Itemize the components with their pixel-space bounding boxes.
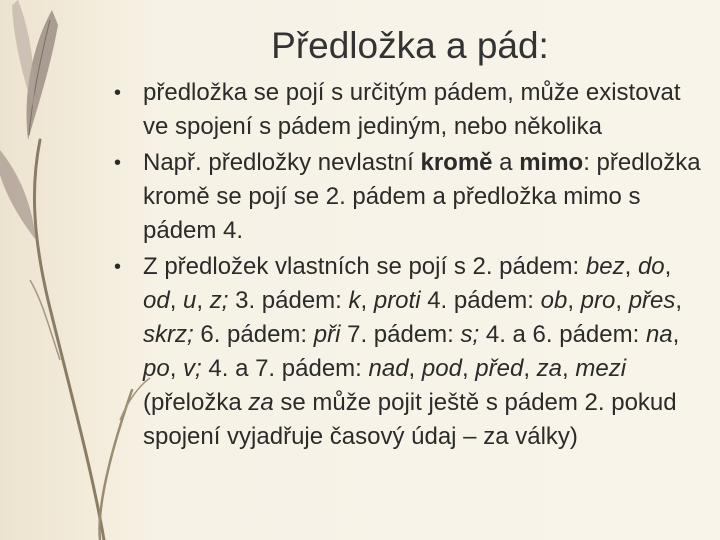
text-segment: , — [624, 253, 638, 280]
text-segment: od — [143, 287, 170, 314]
text-segment: skrz; — [143, 321, 194, 348]
text-segment: , — [196, 287, 210, 314]
text-segment: pod — [421, 355, 462, 382]
text-segment: , — [360, 287, 374, 314]
leaf-left — [0, 150, 36, 240]
bullet-list — [112, 76, 702, 456]
text-segment: na — [645, 321, 673, 348]
text-segment: Např. předložky nevlastní — [143, 149, 421, 176]
text-segment: za — [536, 355, 563, 382]
text-segment: mimo — [519, 149, 584, 176]
text-segment: , — [672, 321, 680, 348]
bullet-text-2 — [143, 149, 701, 244]
text-segment: , — [169, 287, 184, 314]
text-segment: ob — [540, 287, 568, 314]
bullet-item-2 — [112, 146, 702, 248]
slide-title: Předložka a pád: — [271, 25, 549, 66]
text-segment: , — [461, 355, 476, 382]
leaf-middle — [12, 0, 34, 110]
text-segment: 4. a 6. pádem: — [479, 321, 646, 348]
bullet-text-1 — [143, 79, 681, 140]
text-segment: z; — [209, 287, 229, 314]
text-segment: bez — [585, 253, 625, 280]
text-segment: 3. pádem: — [228, 287, 349, 314]
text-segment: k — [348, 287, 361, 314]
text-segment: v; — [183, 355, 202, 382]
text-segment: , — [675, 287, 683, 314]
text-segment: předložka se pojí s určitým pádem, může existovat ve spojení s pádem jediným, nebo několika — [143, 79, 681, 140]
text-segment: za — [248, 389, 274, 416]
text-segment: před — [475, 355, 524, 382]
text-segment: : předložka kromě se pojí se 2. pádem a předložka mimo s pádem 4. — [143, 149, 701, 244]
text-segment: , — [523, 355, 537, 382]
text-segment: , — [664, 253, 672, 280]
text-segment: mezi — [575, 355, 627, 382]
text-segment: 4. pádem: — [420, 287, 541, 314]
text-segment: (přeložka — [143, 389, 249, 416]
bullet-marker: • — [114, 256, 122, 278]
text-segment: u — [183, 287, 197, 314]
bullet-marker: • — [114, 152, 122, 174]
branch-stem — [34, 140, 104, 540]
text-segment: přes — [628, 287, 676, 314]
text-segment: po — [143, 355, 170, 382]
text-segment: 7. pádem: — [340, 321, 461, 348]
bullet-marker: • — [114, 82, 122, 104]
text-segment: , — [408, 355, 422, 382]
text-segment: 4. a 7. pádem: — [201, 355, 369, 382]
bullet-item-3 — [112, 250, 702, 454]
text-segment: , — [567, 287, 581, 314]
text-segment: , — [562, 355, 576, 382]
text-segment: kromě — [420, 149, 493, 176]
text-segment: války — [515, 423, 570, 450]
text-segment: se může pojit ještě s pádem 2. pokud spojení vyjadřuje časový údaj – za — [143, 389, 677, 450]
text-segment: proti — [373, 287, 421, 314]
text-segment: do — [637, 253, 665, 280]
text-segment: při — [313, 321, 341, 348]
text-segment: a — [492, 149, 520, 176]
bullet-item-1 — [112, 76, 702, 144]
text-segment: s; — [460, 321, 480, 348]
text-segment: , — [169, 355, 184, 382]
text-segment: , — [615, 287, 629, 314]
text-segment: Z předložek vlastních se pojí s 2. pádem: — [143, 253, 586, 280]
text-segment: 6. pádem: — [193, 321, 314, 348]
bullet-text-3 — [143, 253, 682, 450]
text-segment: pro — [580, 287, 616, 314]
text-segment: ) — [569, 423, 578, 450]
text-segment: nad — [368, 355, 409, 382]
